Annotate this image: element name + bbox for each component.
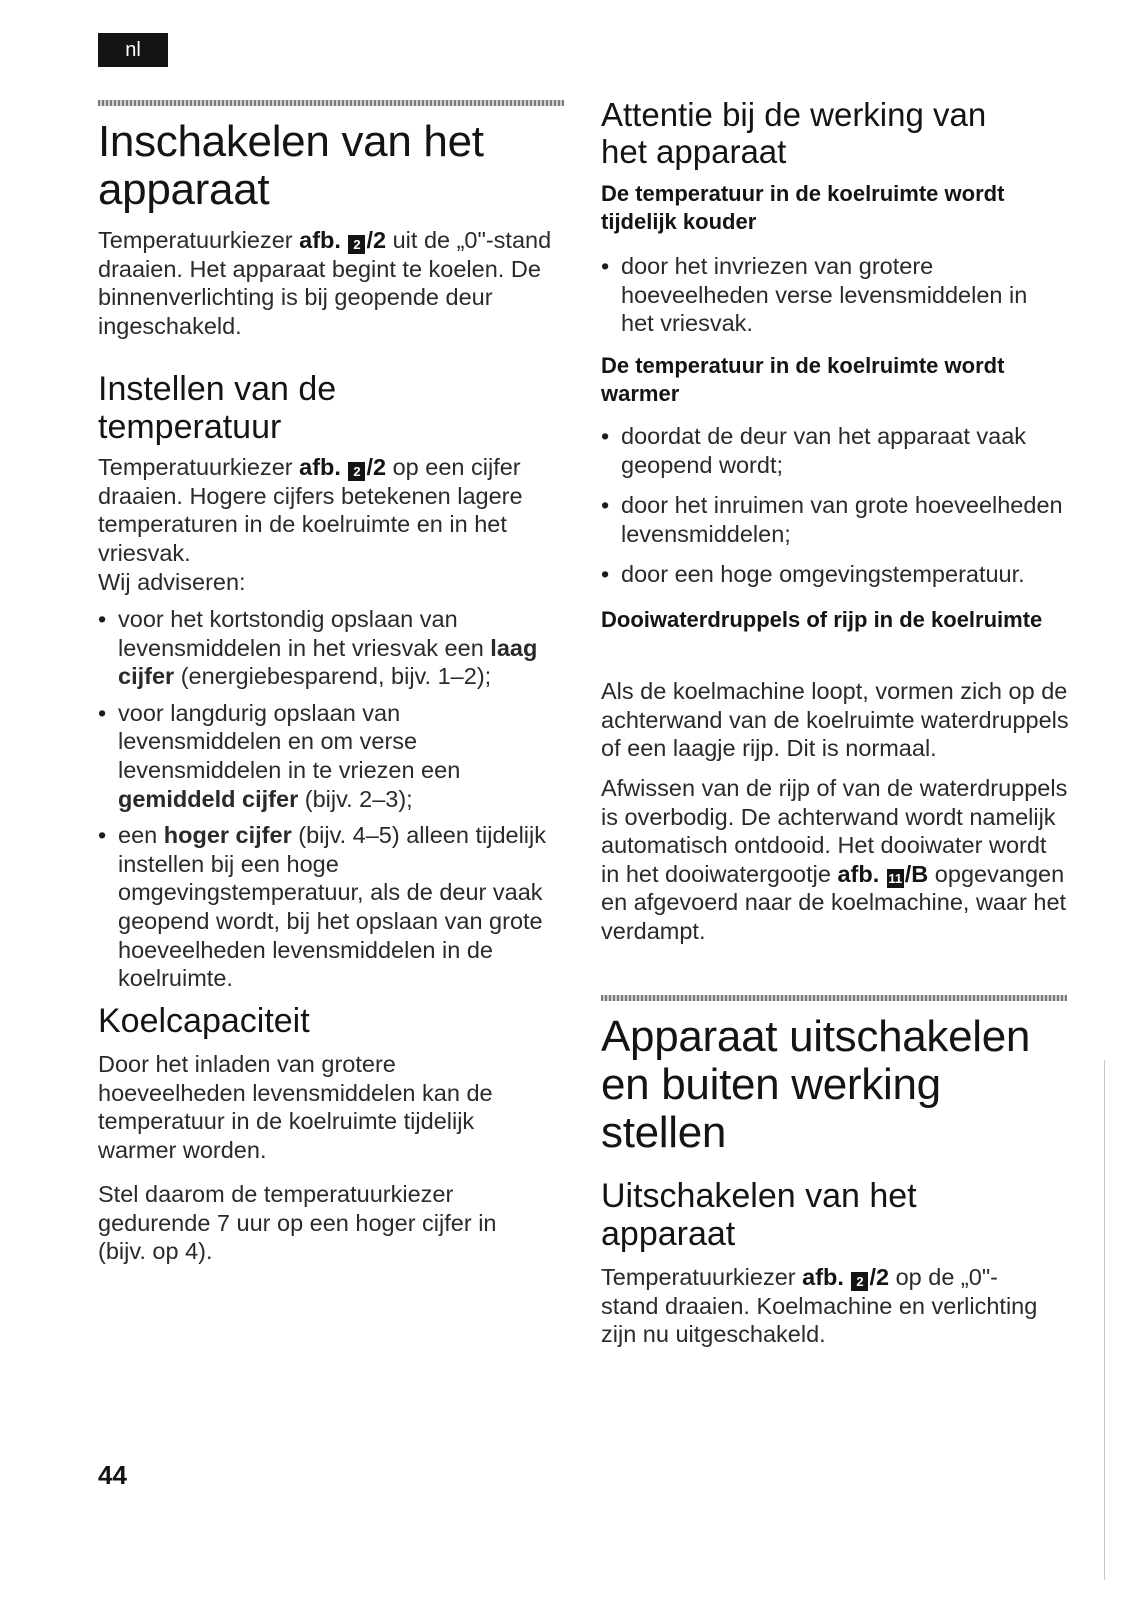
heading-switch-on [98, 118, 568, 214]
heading-line: Apparaat uitschakelen [601, 1012, 1031, 1061]
list-item: • door het inruimen van grote hoeveelheden levensmiddelen; [601, 491, 1066, 548]
text: Afwissen van de rijp of van de waterdruppels is overbodig. De achterwand wordt namelijk automatisch ontdooid. Het dooiwater wordt in het dooiwatergootje [601, 775, 1068, 887]
heading-line: Attentie bij de werking van [601, 96, 987, 133]
text: een [118, 822, 164, 849]
paragraph-capacity-2: Stel daarom de temperatuurkiezer gedurende 7 uur op een hoger cijfer in (bijv. op 4). [98, 1181, 497, 1265]
colder-list [601, 252, 1066, 338]
heading-line: en buiten werking [601, 1060, 941, 1109]
figure-number-icon: 2 [348, 462, 365, 481]
heading-line: apparaat [601, 1215, 736, 1253]
figure-reference-tail: /B [904, 860, 929, 887]
paragraph-temperature [98, 453, 568, 567]
advice-list [98, 605, 568, 993]
emphasis: hoger cijfer [163, 822, 292, 849]
list-item: • doordat de deur van het apparaat vaak geopend wordt; [601, 422, 1066, 479]
list-item: • door een hoge omgevingstemperatuur. [601, 560, 1066, 589]
subheading-warmer: De temperatuur in de koelruimte wordt warmer [601, 353, 1005, 406]
text: Temperatuurkiezer [601, 1264, 803, 1290]
text: (bijv. 2–3); [298, 785, 413, 812]
figure-reference-tail: /2 [869, 1264, 890, 1290]
paragraph-advise: Wij adviseren: [98, 569, 246, 595]
figure-number-icon: 2 [348, 235, 365, 254]
figure-reference-label: afb. [802, 1264, 844, 1290]
list-item [98, 699, 568, 813]
list-item: • door het invriezen van grotere hoeveelheden verse levensmiddelen in het vriesvak. [601, 252, 1066, 338]
text: voor het kortstondig opslaan van levensmiddelen in het vriesvak een [118, 606, 491, 661]
heading-temperature [98, 370, 568, 446]
section-rule [98, 100, 564, 106]
text: (bijv. 4–5) alleen tijdelijk instellen bij een hoge omgevingstemperatuur, als de deur vaak geopend wordt, bij het opslaan van grote hoeveelheden levensmiddelen in de koelruimte. [118, 822, 547, 992]
scan-edge-line [1104, 1060, 1105, 1580]
figure-reference-tail: /2 [366, 454, 387, 480]
figure-reference-tail: /2 [366, 227, 387, 253]
text: Temperatuurkiezer [98, 227, 300, 253]
figure-number-icon: 2 [851, 1272, 868, 1291]
list-item [98, 821, 568, 993]
heading-attention [601, 96, 1071, 170]
text: Temperatuurkiezer [98, 454, 300, 480]
heading-line: apparaat [98, 165, 270, 214]
text: uit de „0"-stand draaien. Het apparaat begint te koelen. De binnenverlichting is bij geopende deur ingeschakeld. [98, 227, 552, 339]
text: op de „0"-stand draaien. Koelmachine en verlichting zijn nu uitgeschakeld. [601, 1264, 1038, 1348]
figure-reference-label: afb. [299, 227, 341, 253]
paragraph-droplets-2 [601, 774, 1071, 946]
emphasis: gemiddeld cijfer [118, 785, 299, 812]
paragraph-switch-off [601, 1263, 1051, 1349]
subheading-colder: De temperatuur in de koelruimte wordt tijdelijk kouder [601, 181, 1005, 234]
heading-line: het apparaat [601, 133, 787, 170]
figure-reference-label: afb. [837, 860, 880, 887]
text: voor langdurig opslaan van levensmiddelen en om verse levensmiddelen in te vriezen een [118, 699, 461, 783]
paragraph-droplets-1: Als de koelmachine loopt, vormen zich op de achterwand van de koelruimte waterdruppels of een laagje rijp. Dit is normaal. [601, 678, 1069, 762]
subheading-droplets: Dooiwaterdruppels of rijp in de koelruimte [601, 607, 1043, 632]
heading-line: Inschakelen van het [98, 117, 484, 166]
figure-number-icon: 11 [888, 870, 903, 886]
heading-line: Instellen van de [98, 370, 337, 408]
heading-switch-off [601, 1013, 1071, 1157]
text: opgevangen en afgevoerd naar de koelmachine, waar het verdampt. [601, 860, 1067, 944]
heading-capacity: Koelcapaciteit [98, 1002, 310, 1040]
paragraph-switch-on [98, 226, 568, 340]
page-number: 44 [98, 1460, 127, 1490]
figure-reference-label: afb. [299, 454, 341, 480]
heading-line: Uitschakelen van het [601, 1177, 917, 1215]
heading-line: temperatuur [98, 408, 282, 446]
language-badge: nl [98, 33, 168, 67]
list-item [98, 605, 568, 691]
paragraph-capacity-1: Door het inladen van grotere hoeveelheden levensmiddelen kan de temperatuur in de koelruimte tijdelijk warmer worden. [98, 1051, 493, 1163]
heading-off-device [601, 1177, 1071, 1253]
text: (energiebesparend, bijv. 1–2); [174, 663, 492, 690]
heading-line: stellen [601, 1108, 727, 1157]
section-rule [601, 995, 1067, 1001]
text: op een cijfer draaien. Hogere cijfers betekenen lagere temperaturen in de koelruimte en in het vriesvak. [98, 454, 523, 566]
emphasis: laag cijfer [118, 634, 538, 690]
warmer-list [601, 422, 1066, 589]
